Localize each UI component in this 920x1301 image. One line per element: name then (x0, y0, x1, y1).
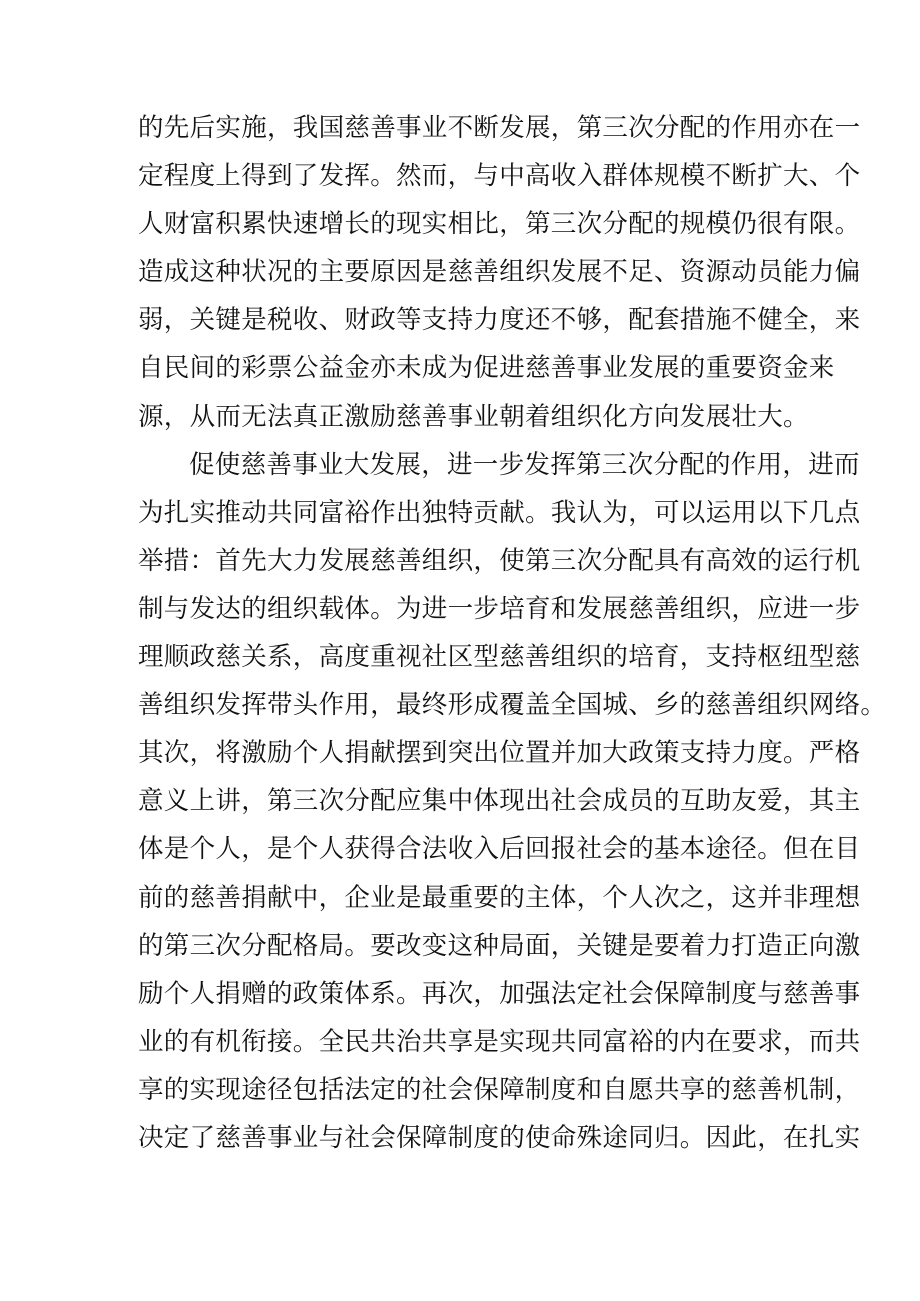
text-line: 理顺政慈关系，高度重视社区型慈善组织的培育，支持枢纽型慈 (138, 642, 861, 673)
text-line: 人财富积累快速增长的现实相比，第三次分配的规模仍很有限。 (138, 209, 861, 240)
text-line: 的先后实施，我国慈善事业不断发展，第三次分配的作用亦在一 (138, 113, 861, 143)
paragraph-2 (138, 445, 887, 1166)
text-line: 定程度上得到了发挥。然而，与中高收入群体规模不断扩大、个 (138, 161, 861, 192)
document-page (138, 108, 887, 1166)
text-line: 自民间的彩票公益金亦未成为促进慈善事业发展的重要资金来 (138, 353, 835, 384)
text-line: 其次，将激励个人捐献摆到突出位置并加大政策支持力度。严格 (138, 738, 861, 769)
text-line: 决定了慈善事业与社会保障制度的使命殊途同归。因此，在扎实 (138, 1122, 861, 1153)
text-line: 体是个人，是个人获得合法收入后回报社会的基本途径。但在目 (138, 834, 861, 865)
text-line: 享的实现途径包括法定的社会保障制度和自愿共享的慈善机制， (138, 1074, 861, 1105)
text-line: 举措：首先大力发展慈善组织，使第三次分配具有高效的运行机 (138, 545, 861, 576)
text-line: 励个人捐赠的政策体系。再次，加强法定社会保障制度与慈善事 (138, 978, 861, 1009)
text-line: 为扎实推动共同富裕作出独特贡献。我认为，可以运用以下几点 (138, 497, 861, 528)
text-line: 源，从而无法真正激励慈善事业朝着组织化方向发展壮大。 (138, 401, 809, 432)
text-line: 前的慈善捐献中，企业是最重要的主体，个人次之，这并非理想 (138, 882, 861, 913)
text-line: 善组织发挥带头作用，最终形成覆盖全国城、乡的慈善组织网络。 (138, 690, 887, 721)
text-line: 的第三次分配格局。要改变这种局面，关键是要着力打造正向激 (138, 930, 861, 961)
text-line: 造成这种状况的主要原因是慈善组织发展不足、资源动员能力偏 (138, 257, 861, 288)
text-line: 意义上讲，第三次分配应集中体现出社会成员的互助友爱，其主 (138, 786, 861, 817)
text-line-indented: 促使慈善事业大发展，进一步发挥第三次分配的作用，进而 (189, 449, 860, 480)
paragraph-1 (138, 108, 861, 445)
text-line: 弱，关键是税收、财政等支持力度还不够，配套措施不健全，来 (138, 305, 861, 336)
text-line: 制与发达的组织载体。为进一步培育和发展慈善组织，应进一步 (138, 593, 861, 624)
text-line: 业的有机衔接。全民共治共享是实现共同富裕的内在要求，而共 (138, 1026, 861, 1057)
